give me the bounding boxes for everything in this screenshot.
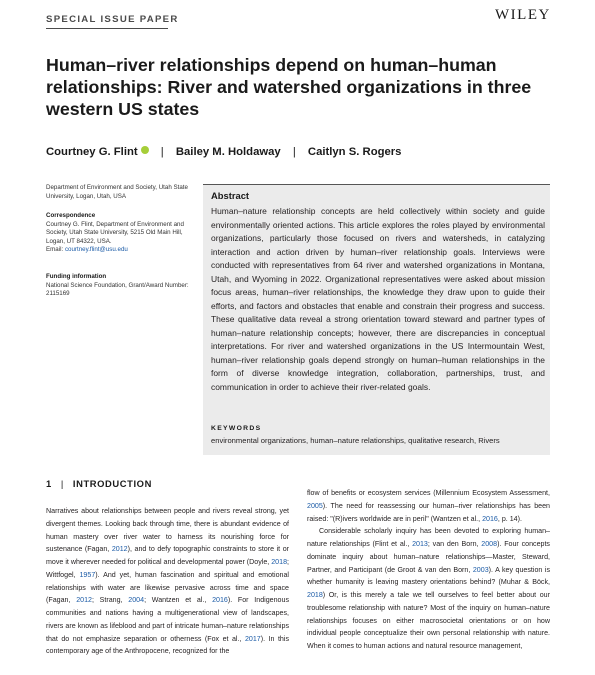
email-line <box>46 246 196 255</box>
citation-link[interactable]: 2005 <box>307 501 323 510</box>
author-separator: | <box>160 146 164 158</box>
correspondence-block <box>46 212 196 255</box>
article-type-label: SPECIAL ISSUE PAPER <box>46 14 179 25</box>
body-column-right <box>307 487 550 653</box>
section-title: INTRODUCTION <box>72 478 152 489</box>
correspondence-text: Courtney G. Flint, Department of Environment and Society, Utah State University, 5215 Old Main Hill, Logan, UT 84322, USA. <box>46 220 184 245</box>
paragraph: flow of benefits or ecosystem services (Millennium Ecosystem Assessment, 2005). The need for reassessing our human–river relationships has been raised: "(R)ivers worldwide are in peril" (Wantzen et al., 2016, p. 14). <box>307 489 550 523</box>
email-link[interactable]: courtney.flint@usu.edu <box>64 246 128 254</box>
citation-link[interactable]: 2012 <box>76 596 92 605</box>
citation-link[interactable]: 2003 <box>472 565 489 574</box>
section-number: 1 <box>46 478 52 489</box>
funding-text: National Science Foundation, Grant/Award Number: 2115169 <box>46 281 189 298</box>
citation-link[interactable]: 2018 <box>307 591 323 599</box>
author-name[interactable]: Caitlyn S. Rogers <box>307 146 402 158</box>
funding-block <box>46 273 196 299</box>
section-heading <box>46 478 152 489</box>
citation-link[interactable]: 2016 <box>482 514 498 523</box>
author-name[interactable]: Bailey M. Holdaway <box>175 146 281 158</box>
orcid-icon[interactable] <box>141 146 149 154</box>
citation-link[interactable]: 1957 <box>79 570 96 579</box>
citation-link[interactable]: 2013 <box>412 540 428 548</box>
email-label: Email: <box>46 246 64 254</box>
keywords-heading: KEYWORDS <box>211 425 262 432</box>
citation-link[interactable]: 2017 <box>244 634 261 643</box>
body-column-left <box>46 505 289 658</box>
publisher-logo: WILEY <box>495 7 551 23</box>
affiliation: Department of Environment and Society, Utah State University, Logan, Utah, USA <box>46 184 188 200</box>
citation-link[interactable]: 2008 <box>481 540 498 548</box>
citation-link[interactable]: 2018 <box>271 558 288 566</box>
citation-link[interactable]: 2016 <box>212 596 228 605</box>
article-type-underline <box>46 28 168 29</box>
section-separator: | <box>60 478 64 489</box>
author-name[interactable]: Courtney G. Flint <box>46 146 138 158</box>
citation-link[interactable]: 2012 <box>111 545 128 554</box>
paragraph: Considerable scholarly inquiry has been devoted to exploring human–nature relationships (Flint et al., 2013; van den Born, 2008). Four concepts dominate inquiry about human–nature relationships—Master, Steward, Partner, and Participant (de Groot & van den Born, 2003). A key question is whether humanity is leaving mastery orientations behind? (Muhar & Böck, 2018) Or, is this merely a tale we tell ourselves to feel better about our troublesome relationship with nature? Most of the inquiry on human–nature relationships focuses on either macrosocietal orientations or on how individual people conceptualize their own personal relationship with nature. When it comes to human actions and natural resource management, <box>307 527 550 650</box>
correspondence-heading: Correspondence <box>46 212 96 219</box>
article-title: Human–river relationships depend on human–human relationships: River and watershed organizations in three western US states <box>46 55 532 119</box>
funding-heading: Funding information <box>46 273 107 280</box>
citation-link[interactable]: 2004 <box>128 596 145 605</box>
abstract-heading: Abstract <box>211 190 250 201</box>
author-separator: | <box>292 146 296 158</box>
abstract-text: Human–nature relationship concepts are held collectively within society and guide environmentally oriented actions. This article explores the roles played by environmental organizations, particularly those focused on rivers and watersheds, in catalyzing interaction and action driven by human–river relationship goals. Interviews were conducted with representatives from 64 river and watershed organizations in Montana, Utah, and Wyoming in 2022. Organizational representatives were asked about mission focus areas, human–river relationships, the knowledge they draw upon to guide their efforts, and factors and obstacles that enable and constrain their progress and success. These qualitative data reveal a strong orientation toward steward and partner types of human–nature relationship concepts; however, there are discrepancies in conceptual interpretations. For river and watershed organizations in the US Intermountain West, human–river relationship goals depend strongly on human–human relationships in the form of diverse knowledge integration, collaboration, partnerships, trust, and communication in order to achieve their river-related goals. <box>211 206 545 392</box>
keywords-text: environmental organizations, human–nature relationships, qualitative research, Rivers <box>211 436 500 445</box>
paragraph: Narratives about relationships between people and rivers reveal strong, yet divergent themes. Looking back through time, there is abundant evidence of human mastery over river water to harness its nourishing force for sustenance (Fagan, 2012), and to defy topographic constraints to store it or move it wherever needed for political and developmental power (Doyle, 2018; Wittfogel, 1957). And yet, human fascination and spiritual and emotional relationships with water are likewise pervasive across time and space (Fagan, 2012; Strang, 2004; Wantzen et al., 2016). For Indigenous communities and nations having a multigenerational view of landscapes, rivers are known as lifeblood and part of intricate human–nature relationships that do not emphasize separation or otherness (Fox et al., 2017). In this contemporary age of the Anthropocene, recognized for the <box>46 507 289 656</box>
author-list <box>46 146 401 158</box>
